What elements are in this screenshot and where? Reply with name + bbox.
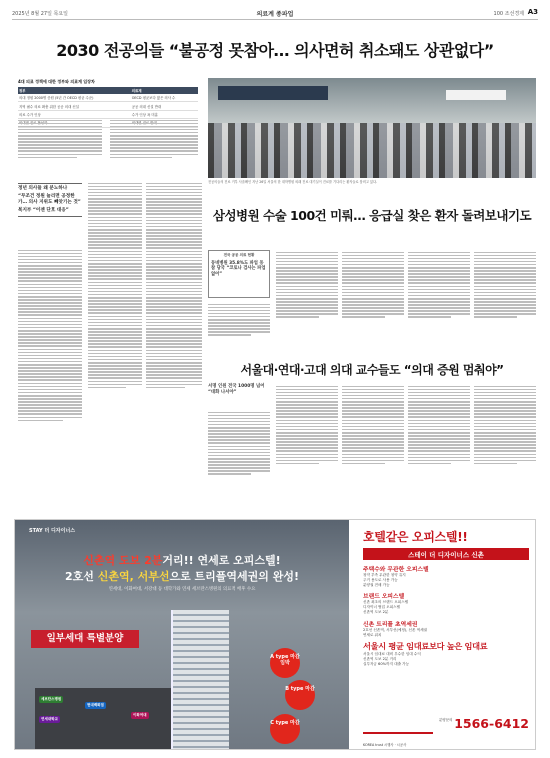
ad-section-title: 주택수와 무관한 오피스텔	[363, 567, 429, 573]
article-body-col2	[110, 118, 198, 178]
table-cell: OECD 평균보다 많은 의사 수	[131, 94, 198, 102]
ad-section-item: 주거 용도로 사용 가능	[363, 577, 398, 582]
ad-brand-logo: STAY 더 디자이너스	[29, 528, 76, 534]
type-c-badge: C type 마감	[270, 714, 300, 744]
table-header: 의료계	[131, 87, 198, 94]
ad-headline-2-rest: 으로 트리플역세권의 완성!	[169, 570, 300, 583]
ad-subline: 연세대, 이화여대, 서강대 등 대학가와 연세 세브란스병원의 의료적 배후 수요	[108, 587, 256, 592]
ad-right-title: 호텔같은 오피스텔!!	[363, 530, 468, 544]
table-cell: 의대 정원 2000명 증원 (5년 간 OECD 평균 수준)	[18, 94, 131, 102]
ad-headline-2-pre: 2호선	[64, 570, 98, 583]
ad-loan-headline: 서울시 평균 임대료보다 높은 임대료	[363, 641, 488, 652]
ad-section-item: 청약 부족 무관한 청약 유지	[363, 573, 406, 577]
map-label: 연세대학교	[41, 717, 58, 721]
headline-professors: 서울대·연대·고대 의대 교수들도 “의대 증원 멈춰야”	[240, 363, 504, 377]
ad-visual-panel	[15, 520, 349, 750]
article-body-col1	[18, 118, 102, 178]
subhead-professors: 서명 인원 전국 1000명 넘어 “대화 나서야”	[208, 384, 265, 395]
ad-loan-note: 실투자금 60%까지 대출 가능	[363, 661, 410, 666]
photo-sign	[218, 86, 328, 100]
map-label: 현대백화점	[87, 703, 104, 707]
subhead-line: 정년 의사들 왜 분노하나	[18, 186, 68, 191]
ad-headline-2	[15, 568, 349, 584]
article-body-col2b	[88, 181, 142, 510]
article-body-col4	[276, 250, 338, 354]
ad-info-panel	[349, 520, 536, 750]
table-cell: 의료 수가 인상	[18, 110, 131, 118]
ad-section-item: 신촌 최초의 브랜드 오피스텔	[363, 600, 409, 605]
photo-sign	[446, 90, 506, 100]
ad-special-sale-ribbon: 일부세대 특별분양	[31, 630, 139, 648]
ad-section-item: 디자이너 협업 오피스텔	[363, 605, 400, 610]
table-row	[18, 94, 198, 102]
ad-headline-2-highlight: 신촌역, 서부선	[97, 570, 170, 583]
article-body-col3b	[146, 181, 202, 510]
ad-section-item: 분양권 전매 가능	[363, 582, 390, 587]
article-body-col11	[408, 384, 470, 510]
ad-building-render	[171, 610, 229, 750]
article-body-col9	[276, 384, 338, 510]
header-page-number: A3	[527, 8, 538, 16]
subhead-line: 복지부 “이젠 단호 대응”	[18, 208, 69, 213]
ad-section-title: 브랜드 오피스텔	[363, 594, 405, 601]
article-body-col5	[342, 250, 404, 354]
header-date: 2025년 8월 27일 목요일	[12, 11, 69, 17]
subhead-block	[18, 181, 82, 219]
ad-section-item: 신촌역 도보 2분 거리	[363, 657, 397, 662]
apartment-advertisement	[14, 519, 536, 750]
subhead-line: “무조건 정원 늘리면 공정한가… 의사 지위도 빼앗기는 것”	[18, 194, 81, 205]
table-row	[18, 102, 198, 110]
article-body-col7	[474, 250, 536, 354]
map-label: 이화여대	[133, 713, 147, 717]
ad-phone-number[interactable]: 1566-6412	[454, 716, 529, 731]
type-b-badge: B type 마감	[285, 680, 315, 710]
sidebar-box-title: 동네병원 35.8%도 파업 동참 당국 “코로나 검사는 파업 없어”	[211, 261, 266, 277]
article-body-col1b	[18, 248, 82, 510]
main-headline: 2030 전공의들 “불공정 못참아… 의사면허 취소돼도 상관없다”	[56, 41, 494, 60]
header-section: 의료계 종파업	[256, 11, 294, 18]
table-header: 정부	[18, 87, 131, 94]
table-cell: 지역 필수 의료 확충 위한 공공 의대 신설	[18, 102, 131, 110]
article-body-col10	[342, 384, 404, 510]
photo-crowd	[208, 123, 536, 178]
article-body-side	[208, 302, 270, 354]
ad-headline-1	[15, 552, 349, 568]
ad-section-title: 신촌 트리플 초역세권	[363, 621, 418, 628]
article-body-col8	[208, 410, 270, 510]
headline-samsung: 삼성병원 수술 100건 미뤄… 응급실 찾은 환자 돌려보내기도	[212, 208, 532, 223]
photo-caption: 전공의들의 진료 거부 사흘째인 지난 26일 서울의 한 대학병원 외래 진료 대기실이 진료를 기다리는 환자들로 붐비고 있다.	[208, 180, 378, 184]
ad-phone-label: 분양문의	[439, 718, 453, 722]
waiting-room-photo	[208, 78, 536, 178]
article-body-col6	[408, 250, 470, 354]
ad-headline-1-rest: 거리!! 연세로 오피스텔!	[162, 554, 281, 567]
header-issue: 100 조선경제	[493, 11, 524, 17]
page-header	[12, 8, 538, 20]
ad-logo-mark	[363, 716, 433, 734]
ad-section-item: 연세로 위치	[363, 632, 382, 637]
ad-section-item: 서울시 임대료 대비 우수한 임대 수익	[363, 652, 421, 657]
ad-right-brand-bar: 스테이 더 디자이너스 신촌	[363, 548, 529, 560]
ad-section-item: 신촌역 도보 2분	[363, 609, 389, 614]
ad-footer: KOREA trust 시행사 · 시공사	[363, 743, 407, 747]
table-cell: 수가 인상 폭 미흡	[131, 110, 198, 118]
sidebar-box	[208, 250, 270, 298]
ad-section-item: 2호선 신촌역, 서부선(예정), 신촌 역세권	[363, 627, 428, 632]
map-label: 세브란스병원	[41, 697, 62, 701]
table-cell: 공공 의대 신설 반대	[131, 102, 198, 110]
ad-street-photo	[35, 688, 171, 750]
type-a-badge: A type 마감임박	[270, 648, 300, 678]
sidebar-box-kicker: 전국 공공 의료 현황	[223, 253, 255, 257]
policy-table-title: 4대 의료 정책에 대한 정부와 의료계 입장차	[18, 79, 95, 84]
ad-headline-1-highlight: 신촌역 도보 2분	[83, 554, 163, 567]
article-body-col12	[474, 384, 536, 510]
